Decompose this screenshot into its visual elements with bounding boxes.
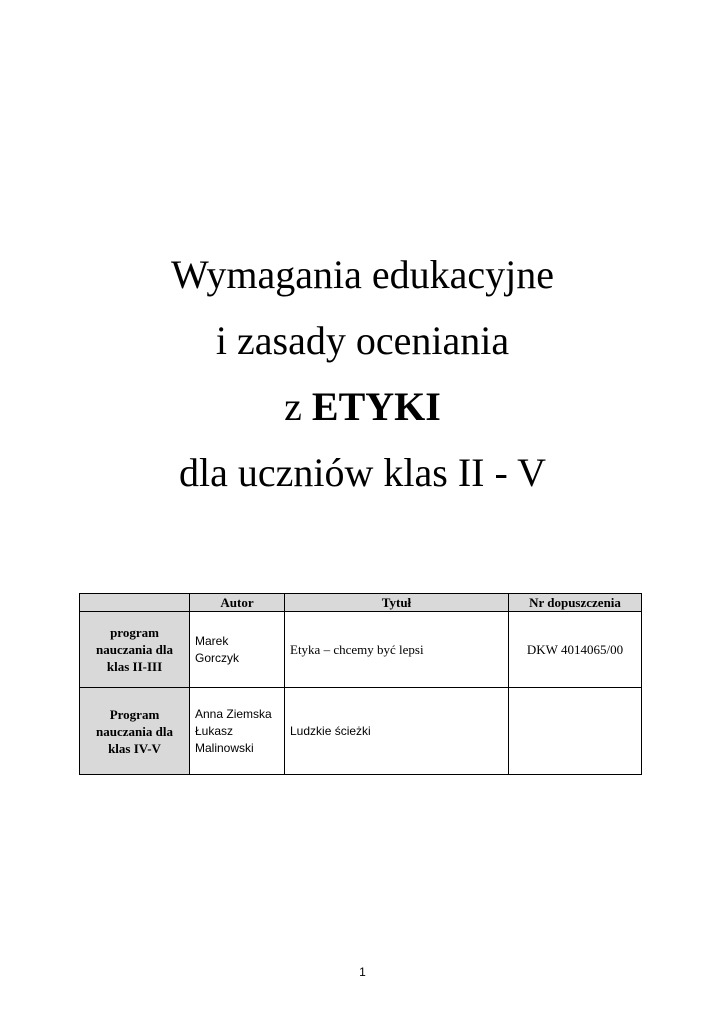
author-line: Marek	[195, 633, 229, 648]
document-title	[0, 242, 725, 506]
row-label-line: nauczania dla	[96, 642, 173, 657]
table-row	[80, 688, 642, 775]
author-cell	[190, 612, 285, 688]
nr-cell: DKW 4014065/00	[509, 612, 642, 688]
title-line-3-prefix: z	[284, 384, 312, 429]
table-header-row	[80, 594, 642, 612]
author-line: Anna Ziemska	[195, 706, 272, 721]
title-line-4: dla uczniów klas II - V	[179, 450, 546, 495]
author-line: Malinowski	[195, 740, 254, 755]
page-number: 1	[359, 965, 366, 979]
title-subject: ETYKI	[311, 384, 441, 429]
title-line-2: i zasady oceniania	[215, 318, 510, 363]
title-cell: Etyka – chcemy być lepsi	[285, 612, 509, 688]
author-line: Łukasz	[195, 723, 234, 738]
header-blank	[80, 594, 190, 612]
header-author: Autor	[190, 594, 285, 612]
nr-cell	[509, 688, 642, 775]
author-cell	[190, 688, 285, 775]
row-label-line: klas II-III	[106, 659, 163, 674]
title-line-1: Wymagania edukacyjne	[171, 252, 554, 297]
row-label-line: klas IV-V	[108, 740, 161, 756]
row-label-line: Program	[109, 706, 160, 722]
table-row	[80, 612, 642, 688]
row-label-line: nauczania dla	[96, 723, 173, 739]
author-line: Gorczyk	[195, 650, 240, 665]
title-cell: Ludzkie ścieżki	[285, 688, 509, 775]
header-title: Tytuł	[285, 594, 509, 612]
row-label	[80, 688, 190, 775]
title-line-3	[0, 374, 725, 440]
row-label	[80, 612, 190, 688]
row-label-line: program	[110, 625, 159, 640]
header-nr: Nr dopuszczenia	[509, 594, 642, 612]
program-table	[79, 593, 642, 775]
